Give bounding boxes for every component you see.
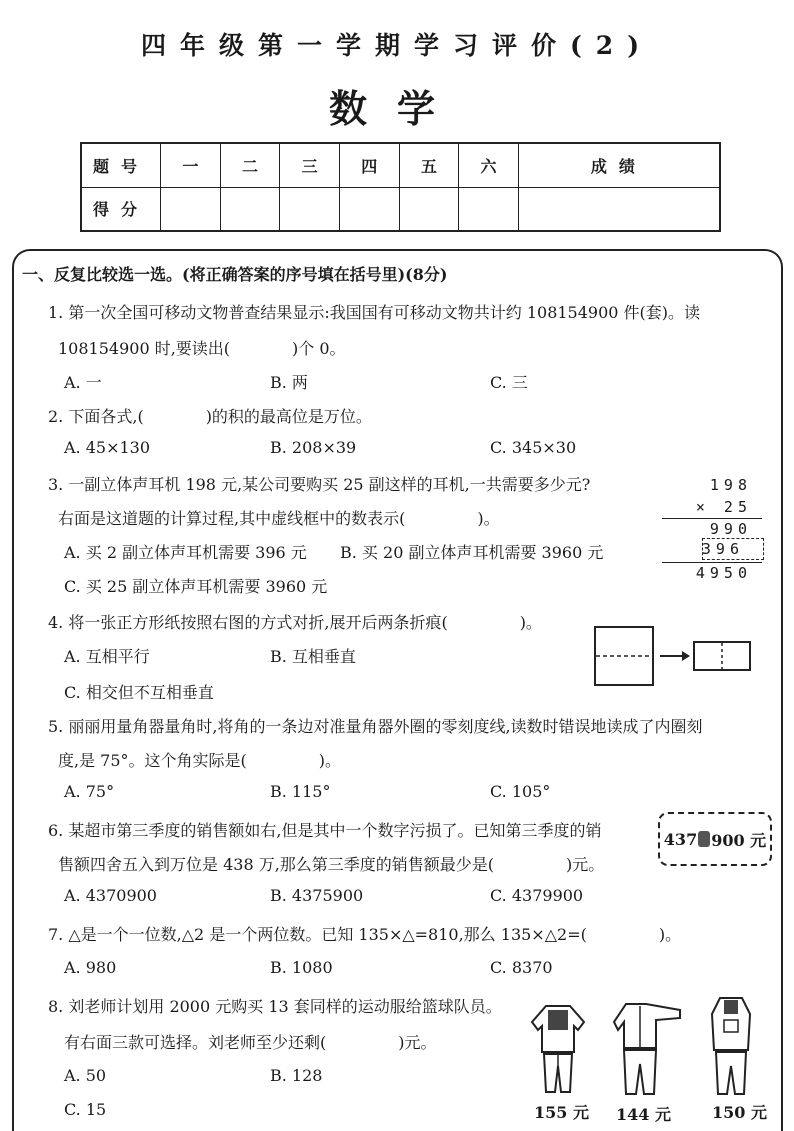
q7-text-a: 7. △是一个一位数,△2 是一个两位数。已知 135×△=810,那么 135×△2=( [48, 925, 587, 944]
q6-option-c[interactable]: C. 4379900 [490, 886, 584, 905]
q7-option-b[interactable]: B. 1080 [270, 958, 333, 977]
q5-text-2b: )。 [318, 751, 342, 770]
q4-text-a: 4. 将一张正方形纸按照右图的方式对折,展开后两条折痕( [48, 613, 448, 632]
fold-diagram [594, 626, 754, 688]
mult-line-1 [662, 518, 762, 519]
q6-option-b[interactable]: B. 4375900 [270, 886, 364, 905]
q8-text: 8. 刘老师计划用 2000 元购买 13 套同样的运动服给篮球队员。 [48, 997, 502, 1016]
score-cell-5: 五 [399, 143, 459, 187]
q1-option-b[interactable]: B. 两 [270, 373, 308, 392]
q3-text-2a: 右面是这道题的计算过程,其中虚线框中的数表示( [58, 509, 406, 528]
q1-text-2 [58, 336, 346, 359]
mult-partial-2: 396 [701, 540, 744, 558]
score-input-3[interactable] [280, 187, 340, 231]
score-table [80, 142, 721, 232]
score-row-label: 得分 [81, 187, 161, 231]
sportswear-2-icon [612, 998, 684, 1098]
score-input-total[interactable] [518, 187, 720, 231]
q6-text-2a: 售额四舍五入到万位是 438 万,那么第三季度的销售额最少是( [58, 855, 495, 874]
q3-option-a[interactable]: A. 买 2 副立体声耳机需要 396 元 [64, 543, 307, 562]
q1-text-2b: )个 0。 [292, 339, 346, 358]
mult-line-2 [662, 562, 762, 563]
q1-text-2a: 108154900 时,要读出( [58, 339, 231, 358]
q5-option-b[interactable]: B. 115° [270, 782, 331, 801]
vertical-multiplication [658, 474, 770, 584]
mult-partial-1: 990 [709, 520, 752, 538]
q6-option-a[interactable]: A. 4370900 [64, 886, 157, 905]
q7-text [48, 922, 681, 945]
q2-option-c[interactable]: C. 345×30 [490, 438, 577, 457]
mult-total: 4950 [695, 564, 752, 582]
q8-option-c[interactable]: C. 15 [64, 1100, 107, 1119]
q2-option-a[interactable]: A. 45×130 [64, 438, 151, 457]
q4-option-b[interactable]: B. 互相垂直 [270, 647, 356, 666]
subject-title: 数学 [328, 86, 465, 131]
score-input-2[interactable] [220, 187, 280, 231]
smudge-icon [698, 831, 710, 847]
q4-text [48, 610, 542, 633]
score-cell-3: 三 [280, 143, 340, 187]
q8-option-b[interactable]: B. 128 [270, 1066, 323, 1085]
q8-text-2b: )元。 [398, 1033, 437, 1052]
score-table-header-row [81, 143, 720, 187]
q1-option-c[interactable]: C. 三 [490, 373, 528, 392]
score-cell-label: 题号 [81, 143, 161, 187]
sportswear-1-icon [528, 1000, 588, 1096]
sales-tag-left: 437 [663, 829, 698, 849]
score-input-6[interactable] [459, 187, 519, 231]
q1-text: 1. 第一次全国可移动文物普查结果显示:我国国有可移动文物共计约 108154900 件(套)。读 [48, 303, 701, 322]
score-table-score-row [81, 187, 720, 231]
section-title: 一、反复比较选一选。(将正确答案的序号填在括号里)(8分) [22, 265, 448, 284]
q3-option-b[interactable]: B. 买 20 副立体声耳机需要 3960 元 [340, 543, 604, 562]
q2-text-b: )的积的最高位是万位。 [205, 407, 372, 426]
q5-text: 5. 丽丽用量角器量角时,将角的一条边对准量角器外圈的零刻度线,读数时错误地读成了内圈刻 [48, 717, 703, 736]
q8-text-2a: 有右面三款可选择。刘老师至少还剩( [64, 1033, 327, 1052]
q3-text-2b: )。 [477, 509, 500, 528]
q5-option-c[interactable]: C. 105° [490, 782, 551, 801]
mult-multiplier: × 25 [695, 498, 752, 516]
sportswear-3-icon [708, 994, 754, 1098]
score-cell-6: 六 [459, 143, 519, 187]
score-cell-2: 二 [220, 143, 280, 187]
score-input-4[interactable] [339, 187, 399, 231]
q5-option-a[interactable]: A. 75° [64, 782, 115, 801]
sales-tag-right: 900 元 [711, 830, 767, 850]
q7-text-b: )。 [658, 925, 682, 944]
price-3: 150 元 [712, 1103, 767, 1122]
score-input-5[interactable] [399, 187, 459, 231]
q8-option-a[interactable]: A. 50 [64, 1066, 107, 1085]
q4-option-c[interactable]: C. 相交但不互相垂直 [64, 683, 214, 702]
price-2: 144 元 [616, 1105, 671, 1124]
q3-option-c[interactable]: C. 买 25 副立体声耳机需要 3960 元 [64, 577, 328, 596]
q7-option-c[interactable]: C. 8370 [490, 958, 553, 977]
q6-text: 6. 某超市第三季度的销售额如右,但是其中一个数字污损了。已知第三季度的销 [48, 821, 602, 840]
q2-option-b[interactable]: B. 208×39 [270, 438, 357, 457]
price-1: 155 元 [534, 1103, 589, 1122]
q5-text-2a: 度,是 75°。这个角实际是( [58, 751, 247, 770]
q6-text-2b: )元。 [566, 855, 605, 874]
q4-option-a[interactable]: A. 互相平行 [64, 647, 150, 666]
sales-tag [658, 812, 772, 866]
q3-text-2 [58, 506, 500, 529]
q4-text-b: )。 [519, 613, 542, 632]
q7-option-a[interactable]: A. 980 [64, 958, 117, 977]
score-cell-4: 四 [339, 143, 399, 187]
mult-multiplicand: 198 [709, 476, 752, 494]
q2-text-a: 2. 下面各式,( [48, 407, 144, 426]
q3-text: 3. 一副立体声耳机 198 元,某公司要购买 25 副这样的耳机,一共需要多少元? [48, 475, 591, 494]
arrow-head-icon [682, 651, 690, 661]
q8-text-2 [64, 1030, 437, 1053]
q6-text-2 [58, 852, 604, 875]
score-cell-total: 成绩 [518, 143, 720, 187]
q5-text-2 [58, 748, 341, 771]
q2-text [48, 404, 372, 427]
q1-option-a[interactable]: A. 一 [64, 373, 102, 392]
score-cell-1: 一 [161, 143, 221, 187]
page-title: 四年级第一学期学习评价(2) [140, 31, 654, 60]
score-input-1[interactable] [161, 187, 221, 231]
